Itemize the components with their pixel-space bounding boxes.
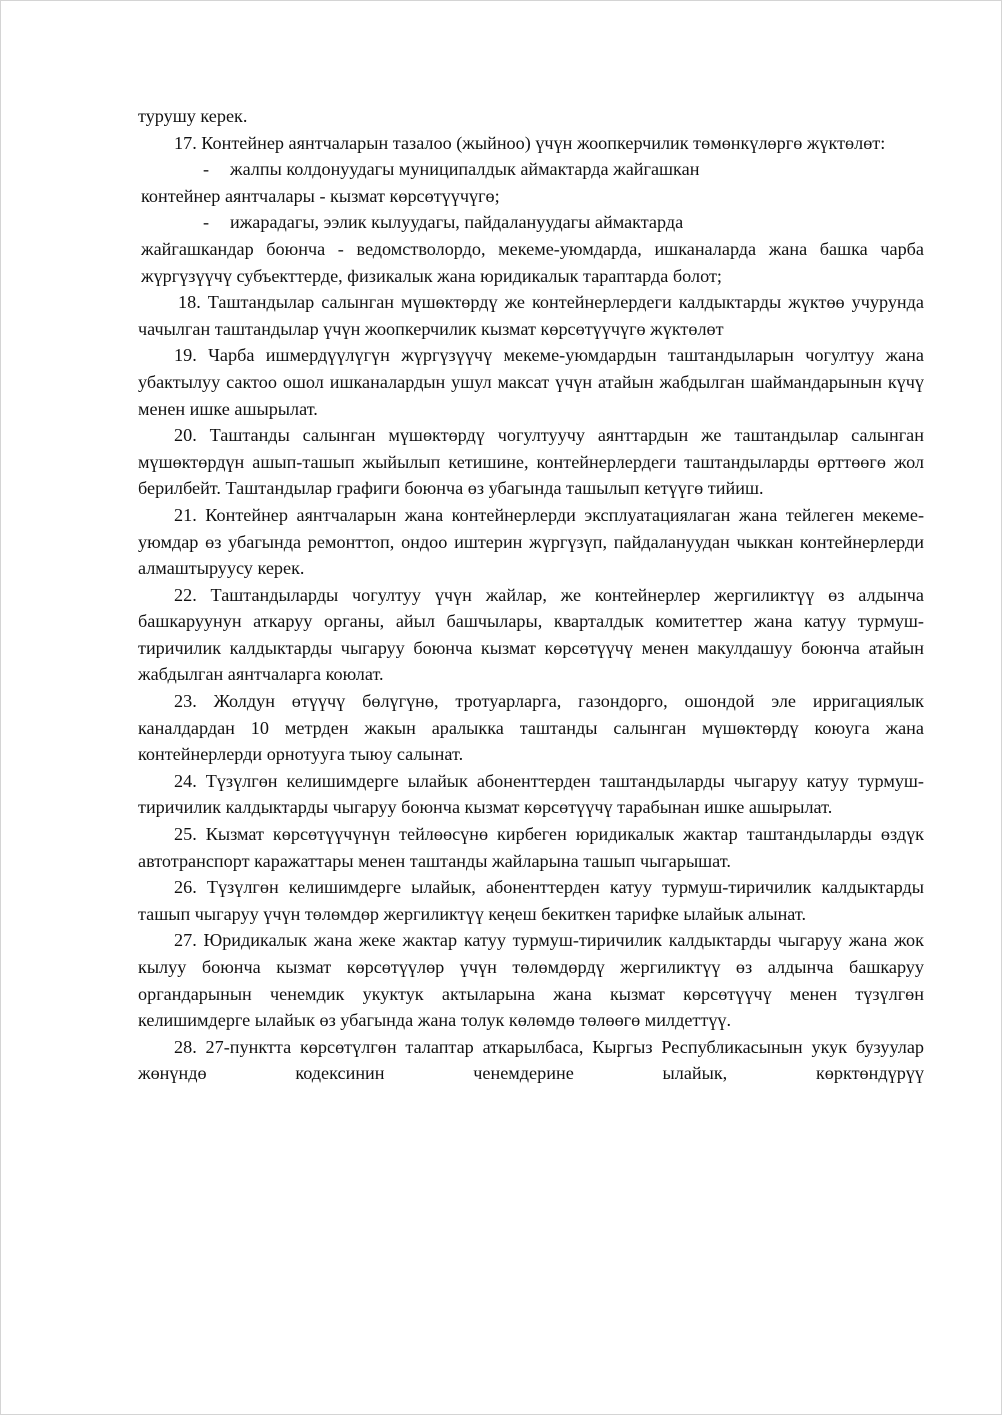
paragraph-18: 18. Таштандылар салынган мүшөктөрдү же контейнерлердеги калдыктарды жүктөө учурунда чачылган таштандылар үчүн жоопкерчилик кызмат көрсөтүүчүгө жүктөлөт bbox=[138, 292, 924, 339]
paragraph-22: 22. Таштандыларды чогултуу үчүн жайлар, же контейнерлер жергиликтүү өз алдынча башкаруунун аткаруу органы, айыл башчылары, кварталдык комитеттер жана катуу турмуш-тиричилик калдыктарды чыгаруу боюнча кызмат көрсөтүүчү менен макулдашуу боюнча атайын жабдылган аянтчаларга коюлат. bbox=[138, 584, 924, 685]
paragraph-25: 25. Кызмат көрсөтүүчүнүн тейлөөсүнө кирбеген юридикалык жактар таштандыларды өздүк автотранспорт каражаттары менен таштанды жайларына ташып чыгарышат. bbox=[138, 824, 924, 871]
opening-fragment: турушу керек. bbox=[138, 106, 248, 126]
bullet-2-marker: - bbox=[203, 212, 210, 233]
bullet-1-marker: - bbox=[203, 159, 210, 180]
paragraph-23: 23. Жолдун өтүүчү бөлүгүнө, тротуарларга, газондорго, ошондой эле ирригациялык каналдардан 10 метрден жакын аралыкка таштанды салынган мүшөктөрдү коюуга жана контейнерлерди орнотууга тыюу салынат. bbox=[138, 691, 924, 765]
bullet-item-2 bbox=[138, 209, 924, 289]
bullet-2-rest: жайгашкандар боюнча - ведомстволордо, мекеме-уюмдарда, ишканаларда жана башка чарба жүргүзүүчү субъекттерде, физикалык жана юридикалык тараптарда болот; bbox=[141, 238, 924, 286]
bullet-1-head: жалпы колдонуудагы муниципалдык аймактарда жайгашкан bbox=[230, 159, 700, 180]
bullet-2-head-line bbox=[138, 209, 924, 236]
bullet-item-1 bbox=[138, 156, 924, 209]
document-body bbox=[138, 103, 924, 1087]
paragraph-24: 24. Түзүлгөн келишимдерге ылайык абоненттерден таштандыларды чыгаруу катуу турмуш-тиричилик калдыктарды чыгаруу боюнча кызмат көрсөтүүчү тарабынан ишке ашырылат. bbox=[138, 770, 924, 818]
bullet-1-rest: контейнер аянтчалары - кызмат көрсөтүүчүгө; bbox=[141, 185, 500, 206]
paragraph-26: 26. Түзүлгөн келишимдерге ылайык, абоненттерден катуу турмуш-тиричилик калдыктарды ташып чыгаруу үчүн төлөмдөр жергиликтүү кеңеш бекиткен тарифке ылайык алынат. bbox=[138, 877, 924, 924]
paragraph-21: 21. Контейнер аянтчаларын жана контейнерлерди эксплуатациялаган жана тейлеген мекеме-уюмдар өз убагында ремонттоп, ондоо иштерин жүргүзүп, пайдалануудан чыккан контейнерлерди алмаштыруусу керек. bbox=[138, 504, 924, 579]
paragraph-19: 19. Чарба ишмердүүлүгүн жүргүзүүчү мекеме-уюмдардын таштандыларын чогултуу жана убактылуу сактоо ошол ишканалардын ушул максат үчүн атайын жабдылган шаймандарынын күчү менен ишке ашырылат. bbox=[138, 345, 924, 419]
paragraph-20: 20. Таштанды салынган мүшөктөрдү чогултуучу аянттардын же таштандылар салынган мүшөктөрдүн ашып-ташып жыйылып кетишине, контейнерлердеги таштандыларды өрттөөгө жол берилбейт. Таштандылар графиги боюнча өз убагында ташылып кетүүгө тийиш. bbox=[138, 425, 924, 499]
paragraph-27: 27. Юридикалык жана жеке жактар катуу турмуш-тиричилик калдыктарды чыгаруу жана жок кылуу боюнча кызмат көрсөтүүлөр үчүн төлөмдөрдү жергиликтүү өз алдынча башкаруу органдарынын ченемдик укуктук актыларына жана кызмат көрсөтүүчү менен түзүлгөн келишимдерге ылайык өз убагында жана толук көлөмдө төлөөгө милдеттүү. bbox=[138, 930, 924, 1031]
paragraph-28: 28. 27-пунктта көрсөтүлгөн талаптар аткарылбаса, Кыргыз Республикасынын укук бузуулар жөнүндө кодексинин ченемдерине ылайык, көрктөндүрүү bbox=[138, 1036, 924, 1084]
bullet-2-head: ижарадагы, ээлик кылуудагы, пайдалануудагы аймактарда bbox=[230, 212, 684, 233]
paragraph-17-intro: 17. Контейнер аянтчаларын тазалоо (жыйноо) үчүн жоопкерчилик төмөнкүлөргө жүктөлөт: bbox=[174, 132, 886, 153]
bullet-1-head-line bbox=[138, 156, 924, 183]
